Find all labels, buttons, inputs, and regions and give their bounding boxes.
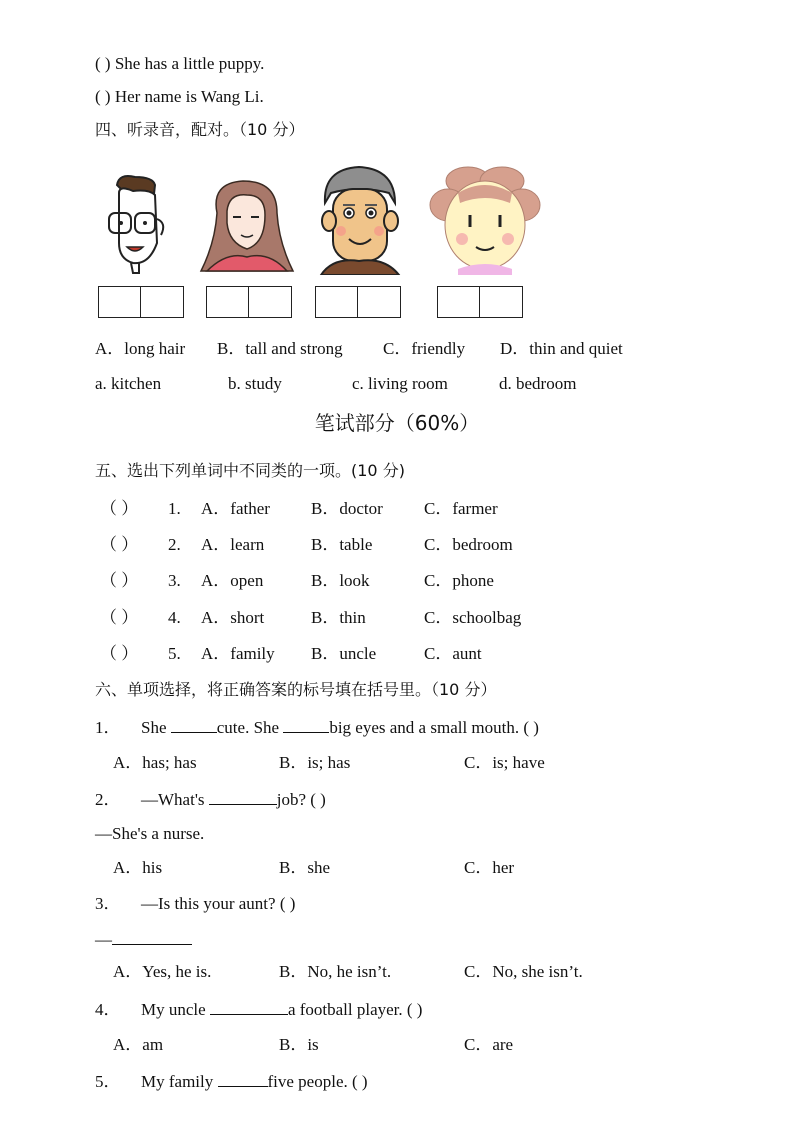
option-b: B．look [311, 571, 370, 590]
answer-paren[interactable]: （ ） [100, 608, 139, 627]
question-number: 1． [95, 718, 121, 737]
option-c: C．are [464, 1035, 514, 1054]
answer-paren[interactable]: ( ) [95, 54, 111, 73]
option-a: A．father [201, 499, 270, 518]
option-b: B．table [311, 535, 373, 554]
fill-blank[interactable] [218, 1071, 268, 1087]
question-text: —What's [141, 790, 209, 809]
question-text: big eyes and a small mouth. ( ) [329, 718, 539, 737]
room-option: b. study [228, 374, 282, 393]
question-number: 4. [168, 608, 181, 627]
option-c: C．bedroom [424, 535, 513, 554]
section5-title: 五、选出下列单词中不同类的一项。(10 分) [95, 461, 405, 480]
question-5 [95, 1071, 368, 1092]
answer-paren[interactable]: （ ） [100, 535, 139, 554]
option-c: C．her [464, 858, 515, 877]
question-number: 4． [95, 1000, 121, 1019]
description-option: C．friendly [383, 339, 466, 358]
reply-dash: — [95, 930, 112, 949]
answer-box-pair [437, 286, 523, 318]
question-1 [95, 717, 539, 738]
option-a: A．family [201, 644, 275, 663]
question-number: 2． [95, 790, 121, 809]
answer-box-pair [315, 286, 401, 318]
option-c: C．phone [424, 571, 494, 590]
fill-blank[interactable] [283, 717, 329, 733]
option-a: A．short [201, 608, 265, 627]
answer-paren[interactable]: （ ） [100, 644, 139, 663]
dialogue-reply [95, 929, 192, 950]
answer-box[interactable] [437, 286, 480, 318]
answer-box[interactable] [315, 286, 358, 318]
question-number: 3. [168, 571, 181, 590]
section6-title: 六、单项选择，将正确答案的标号填在括号里。（10 分） [95, 680, 497, 699]
answer-box-pair [206, 286, 292, 318]
option-c: C．farmer [424, 499, 498, 518]
option-c: C．schoolbag [424, 608, 522, 627]
room-option: a. kitchen [95, 374, 162, 393]
listening-item-row [95, 87, 264, 107]
question-4 [95, 999, 422, 1020]
question-text: five people. ( ) [267, 1072, 368, 1091]
question-text: She [141, 718, 171, 737]
answer-box[interactable] [141, 286, 184, 318]
room-option: c. living room [352, 374, 448, 393]
question-text: My family [141, 1072, 218, 1091]
question-number: 3． [95, 894, 121, 913]
grandpa-icon [313, 163, 405, 275]
question-2 [95, 789, 326, 810]
option-b: B．doctor [311, 499, 383, 518]
question-text: a football player. ( ) [287, 1000, 423, 1019]
option-c: C．No, she isn’t. [464, 962, 583, 981]
option-b: B．is [279, 1035, 319, 1054]
question-number: 2. [168, 535, 181, 554]
fill-blank[interactable] [209, 789, 277, 805]
man-with-glasses-icon [103, 163, 173, 275]
description-option: D．thin and quiet [500, 339, 623, 358]
option-b: B．she [279, 858, 330, 877]
answer-box[interactable] [480, 286, 523, 318]
answer-box[interactable] [206, 286, 249, 318]
section4-title: 四、听录音，配对。（10 分） [95, 120, 305, 139]
grandma-icon [428, 163, 542, 275]
question-text: —Is this your aunt? ( ) [141, 894, 296, 913]
answer-box[interactable] [249, 286, 292, 318]
question-text: job? ( ) [276, 790, 326, 809]
dialogue-reply: —She's a nurse. [95, 824, 205, 843]
option-b: B．No, he isn’t. [279, 962, 392, 981]
answer-box[interactable] [358, 286, 401, 318]
room-option: d. bedroom [499, 374, 577, 393]
option-a: A．learn [201, 535, 265, 554]
answer-paren[interactable]: （ ） [100, 499, 139, 518]
written-part-heading: 笔试部分（60%） [314, 411, 480, 435]
description-option: A．long hair [95, 339, 186, 358]
option-a: A．am [113, 1035, 164, 1054]
question-number: 5. [168, 644, 181, 663]
fill-blank[interactable] [112, 929, 192, 945]
question-3 [95, 894, 295, 914]
option-c: C．is; have [464, 753, 545, 772]
option-a: A．has; has [113, 753, 197, 772]
question-text: My uncle [141, 1000, 210, 1019]
question-number: 5． [95, 1072, 121, 1091]
option-c: C．aunt [424, 644, 482, 663]
answer-paren[interactable]: ( ) [95, 87, 111, 106]
answer-paren[interactable]: （ ） [100, 571, 139, 590]
question-number: 1. [168, 499, 181, 518]
listening-sentence: She has a little puppy. [114, 54, 265, 73]
option-b: B．uncle [311, 644, 377, 663]
option-b: B．thin [311, 608, 366, 627]
fill-blank[interactable] [171, 717, 217, 733]
listening-item-row [95, 54, 264, 74]
woman-long-hair-icon [197, 163, 295, 275]
answer-box-pair [98, 286, 184, 318]
answer-box[interactable] [98, 286, 141, 318]
option-a: A．Yes, he is. [113, 962, 212, 981]
description-option: B．tall and strong [217, 339, 343, 358]
option-a: A．his [113, 858, 163, 877]
fill-blank[interactable] [210, 999, 288, 1015]
listening-sentence: Her name is Wang Li. [114, 87, 264, 106]
option-a: A．open [201, 571, 264, 590]
question-text: cute. She [216, 718, 284, 737]
option-b: B．is; has [279, 753, 351, 772]
